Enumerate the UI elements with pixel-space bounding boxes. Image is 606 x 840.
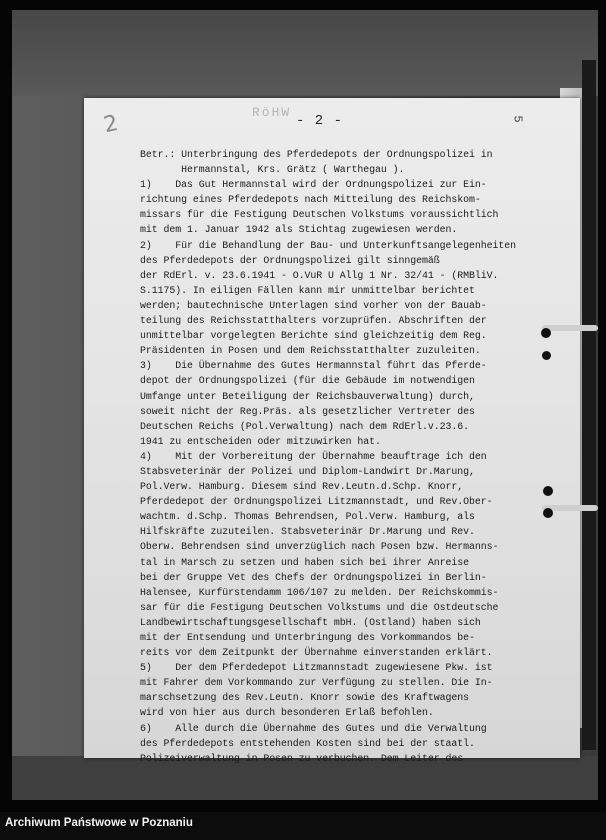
body-line: Halensee, Kurfürstendamm 106/107 zu melden. Der Reichskommis-: [140, 586, 499, 598]
body-line: tal in Marsch zu setzen und haben sich bei ihrer Anreise: [140, 556, 470, 568]
body-line: wachtm. d.Schp. Thomas Behrendsen, Pol.Verw. Hamburg, als: [140, 511, 475, 523]
document-body: [140, 147, 530, 766]
body-line: Umfange unter Beteiligung der Reichsbauverwaltung) durch,: [140, 390, 475, 402]
body-line: S.1175). In eiligen Fällen kann mir unmittelbar berichtet: [140, 284, 475, 296]
punch-hole: [542, 351, 551, 360]
body-line: 2) Für die Behandlung der Bau- und Unterkunftsangelegenheiten: [140, 239, 517, 251]
body-line: Pol.Verw. Hamburg. Diesem sind Rev.Leutn.d.Schp. Knorr,: [140, 481, 464, 493]
body-line: der RdErl. v. 23.6.1941 - O.VuR U Allg 1 Nr. 32/41 - (RMBliV.: [140, 269, 499, 281]
body-line: Oberw. Behrendsen sind unverzüglich nach Posen bzw. Hermanns-: [140, 541, 499, 553]
faded-stamp: RöHW: [252, 105, 292, 120]
body-line: Stabsveterinär der Polizei und Diplom-Landwirt Dr.Marung,: [140, 465, 475, 477]
body-line: teilung des Reichsstatthalters vorzuprüfen. Abschriften der: [140, 315, 487, 327]
punch-hole: [543, 508, 553, 518]
subject-line: Betr.: Unterbringung des Pferdedepots der Ordnungspolizei in: [140, 149, 493, 160]
body-line: sar für die Festigung Deutschen Volkstums und die Ostdeutsche: [140, 601, 499, 613]
body-line: missars für die Festigung Deutschen Volkstums voraussichtlich: [140, 209, 499, 221]
body-line: Pferdedepot der Ordnungspolizei Litzmannstadt, und Rev.Ober-: [140, 496, 493, 508]
body-line: depot der Ordnungspolizei (für die Gebäude im notwendigen: [140, 375, 475, 387]
binder-edge: [582, 60, 596, 750]
body-line: reits vor dem Zeitpunkt der Übernahme einverstanden erklärt.: [140, 647, 493, 659]
body-line: werden; bautechnische Unterlagen sind vorher von der Bauab-: [140, 299, 487, 311]
handwritten-sheet-number: 2: [101, 110, 121, 139]
body-line: 3) Die Übernahme des Gutes Hermannstal führt das Pferde-: [140, 360, 487, 372]
body-line: 1) Das Gut Hermannstal wird der Ordnungspolizei zur Ein-: [140, 179, 487, 191]
body-line: 4) Mit der Vorbereitung der Übernahme beauftrage ich den: [140, 450, 487, 462]
margin-mark: 5: [510, 115, 525, 123]
body-line: mit dem 1. Januar 1942 als Stichtag zugewiesen werden.: [140, 224, 458, 236]
body-line: mit der Entsendung und Unterbringung des Vorkommandos be-: [140, 632, 475, 643]
body-line: 1941 zu entscheiden oder mitzuwirken hat.: [140, 435, 381, 447]
body-line: des Pferdedepots entstehenden Kosten sind bei der staatl.: [140, 737, 475, 749]
body-line: des Pferdedepots der Ordnungspolizei gilt sinngemäß: [140, 254, 440, 266]
body-line: Hilfskräfte zuzuteilen. Stabsveterinär Dr.Marung und Rev.: [140, 526, 475, 538]
archive-name: Archiwum Państwowe w Poznaniu: [5, 817, 193, 829]
punch-hole: [541, 328, 551, 338]
subject-line: Hermannstal, Krs. Grätz ( Warthegau ).: [140, 164, 405, 176]
body-line: Deutschen Reichs (Pol.Verwaltung) nach dem RdErl.v.23.6.: [140, 420, 470, 432]
body-line: Polizeiverwaltung in Posen zu verbuchen. Dem Leiter des: [140, 752, 464, 764]
punch-hole: [543, 486, 553, 496]
body-line: mit Fahrer dem Vorkommando zur Verfügung zu stellen. Die In-: [140, 677, 493, 689]
backing-board-top: [12, 10, 598, 96]
body-line: Präsidenten in Posen und dem Reichsstatthalter zuzuleiten.: [140, 345, 481, 357]
page-number: - 2 -: [296, 113, 344, 129]
body-line: bei der Gruppe Vet des Chefs der Ordnungspolizei in Berlin-: [140, 571, 487, 583]
body-line: marschsetzung des Rev.Leutn. Knorr sowie des Kraftwagens: [140, 692, 470, 704]
body-line: 5) Der dem Pferdedepot Litzmannstadt zugewiesene Pkw. ist: [140, 662, 493, 674]
body-line: Landbewirtschaftungsgesellschaft mbH. (Ostland) haben sich: [140, 616, 481, 628]
body-line: soweit nicht der Reg.Präs. als gesetzlicher Vertreter des: [140, 405, 475, 417]
body-line: 6) Alle durch die Übernahme des Gutes und die Verwaltung: [140, 722, 487, 734]
body-line: richtung eines Pferdedepots nach Mitteilung des Reichskom-: [140, 194, 481, 206]
body-line: wird von hier aus durch besonderen Erlaß befohlen.: [140, 707, 434, 719]
body-line: unmittelbar vorgelegten Berichte sind gleichzeitig dem Reg.: [140, 330, 487, 342]
